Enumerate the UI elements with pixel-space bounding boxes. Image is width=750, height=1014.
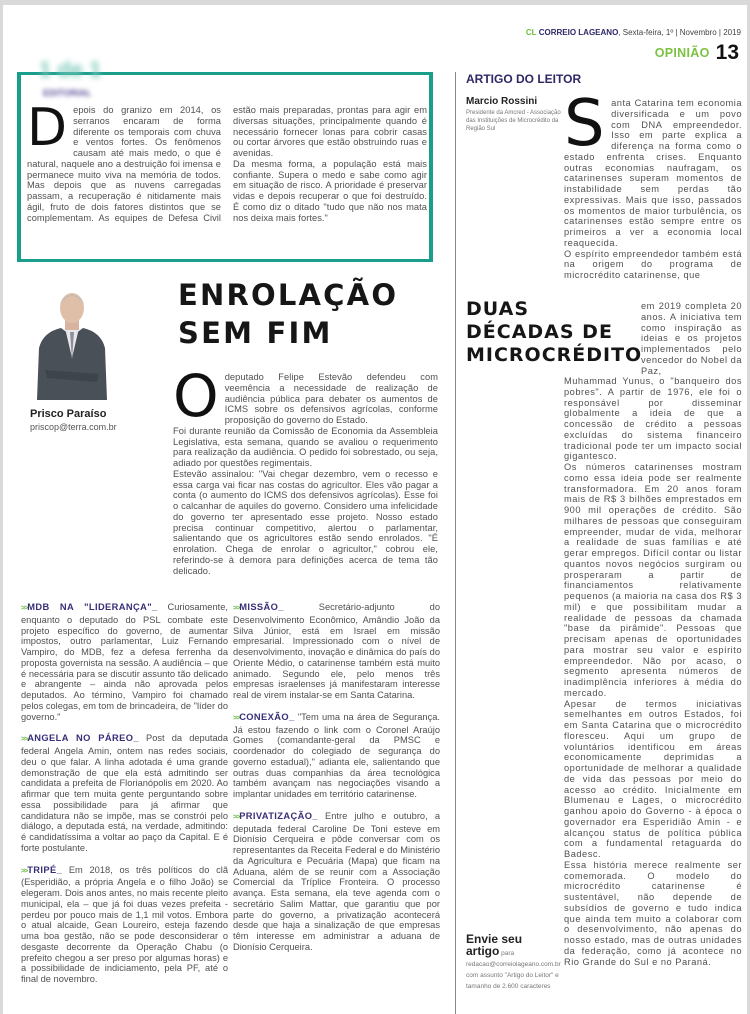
paragraph: Estevão assinalou: "Vai chegar dezembro, vem o recesso e essa carga vai ficar nas costas do agricultor. Eles vão pagar a conta (o aumento do ICMS dos defensivos agrícolas). Esse foi o calcanhar de aquiles do governo. Considero uma infelicidade do governo ter apresentado esse projeto. Nosso estado precisa continuar competitivo, alertou o parlamentar, salientando que os agricultores estão sendo enrolados. "É enrolation. Chega de enrolar o agricultor," cobrou ele, referindo-se à demora para definições acerca de tema tão delicado. xyxy=(173,468,438,576)
note-label: TRIPÉ_ xyxy=(27,864,63,875)
column-headline xyxy=(178,276,398,352)
submit-instructions: para redacao@correiolageano.com.br com assunto "Artigo do Leitor" e tamanho de 2.600 caracteres xyxy=(466,950,561,990)
paragraph: Essa história merece realmente ser comemorada. O modelo do microcrédito catarinense é sustentável, não depende de subsídios de governo e tudo indica que ainda tem muito a colaborar com o desenvolvimento, não apenas do nosso estado, mas de outras unidades da federação, como já acontece no Rio Grande do Sul e no Paraná. xyxy=(564,859,742,967)
paragraph: Muhammad Yunus, o "banqueiro dos pobres". A partir de 1976, ele foi o responsável por disseminar globalmente a ideia de que a concessão de crédito a pessoas excluídas do sistema financeiro tradicional pode ter um impacto social gigantesco. xyxy=(564,376,742,462)
paragraph: Apesar de termos iniciativas semelhantes em outros Estados, foi em Santa Catarina que o microcrédito floresceu. Aqui um grupo de voluntários identificou em áreas economicamente deprimidas a oportunidade de melhorar a qualidade de vida das pessoas por meio do acesso ao crédito. Inicialmente em Blumenau e Lages, o microcrédito ganhou apoio do Governo - à época o governador era Esperidião Amin - e alcançou status de política pública com a fundamental retaguarda do Badesc. xyxy=(564,698,742,859)
editorial-text xyxy=(27,98,427,255)
submit-title: artigo xyxy=(466,944,500,958)
reader-article-part-a xyxy=(564,87,742,281)
logo-mark: CL xyxy=(525,28,537,37)
note-text: "Tem uma na área de Segurança. Já estou fazendo o link com o Coronel Araújo Gomes (comandante-geral da PMSC e coordenador do colegiado de segurança do governo estadual)," adianta ele, salientando que outras duas companhias da área tecnológica também avançam nas negociações visando a implantar unidades em território catarinense. xyxy=(233,711,440,799)
note-text: Secretário-adjunto do Desenvolvimento Econômico, Amândio João da Silva Júnior, está em Israel em missão empresarial. Impressionado com o nível de desenvolvimento, inovação e dinâmica do país do Oriente Médio, o catarinense também está muito animado. Segundo ele, pelo menos três empresas israelenses já manifestaram interesse real de virem instalar-se em Santa Catarina. xyxy=(233,602,440,700)
note-text: Em 2018, os três políticos do clã (Esperidião, a própria Angela e o filho João) se elegeram. Dois anos antes, no mais recente pleito municipal, ela – que já foi duas vezes prefeita - perdeu por pouco mais de 1,1 mil votos. Embora o atual alcaide, Gean Loureiro, esteja fazendo uma boa gestão, não se pode desconsiderar o desgaste decorrente da Operação Chabu (o prefeito chegou a ser preso por algumas horas) e a possibilidade de indiciamento, pela PF, até o final de novembro. xyxy=(21,864,228,984)
editorial-logo: 1 de 1 xyxy=(39,57,102,82)
headline-line: SEM FIM xyxy=(178,316,333,350)
reader-author-name: Marcio Rossini xyxy=(466,96,538,107)
note-text: Post da deputada federal Angela Amin, ontem nas redes sociais, deu o que falar. A linha adotada é uma grande demonstração de que ela está admitindo ser candidata a prefeita de Florianópolis em 2020. Ao afirmar que tem muita gente perguntando sobre essa possibilidade para já afirmar que candidatura não se impõe, mas se constrói pelo diálogo, a deputada está, na verdade, admitindo: é candidatíssima a voltar ao paço da Capital. E é forte postulante. xyxy=(21,733,228,853)
page-number: 13 xyxy=(715,41,739,64)
dropcap: D xyxy=(27,98,68,158)
dropcap: S xyxy=(564,87,606,161)
reader-article-part-b: em 2019 completa 20 anos. A iniciativa tem como inspiração as ideias e os projetos implementados pelo vencedor do Nobel da Paz, xyxy=(641,301,742,376)
reader-article-section-label: ARTIGO DO LEITOR xyxy=(466,72,582,86)
notes-right-column xyxy=(233,602,440,964)
editorial-tag: EDITORIAL xyxy=(43,88,92,98)
column-article xyxy=(173,362,438,576)
section-header xyxy=(655,41,739,65)
chevron-icon: >> xyxy=(21,736,28,744)
notes-left-column xyxy=(21,602,228,996)
dropcap: O xyxy=(173,362,219,430)
columnist-email[interactable]: priscop@terra.com.br xyxy=(30,422,117,432)
page-header-line xyxy=(526,28,741,37)
note-label: ANGELA NO PÁREO_ xyxy=(27,733,139,744)
reader-author-role: Presidente da Amcred - Associação das Instituições de Microcrédito da Região Sul xyxy=(466,110,561,132)
note-item xyxy=(21,733,228,853)
note-label: CONEXÃO_ xyxy=(239,711,295,722)
paragraph: Da mesma forma, a população está mais confiante. Supera o medo e sabe como agir em situação de risco. A prioridade é preservar vidas e depois recuperar o que foi destruído. É como diz o ditado "tudo que não nos mata nos deixa mais fortes." xyxy=(233,158,427,223)
note-item xyxy=(233,602,440,701)
reader-article-part-c xyxy=(564,376,742,1011)
author-photo xyxy=(31,288,113,400)
newspaper-page xyxy=(3,5,747,1014)
headline-line: DÉCADAS DE xyxy=(466,321,613,343)
note-label: PRIVATIZAÇÃO_ xyxy=(239,810,318,821)
reader-article-headline xyxy=(466,298,642,367)
note-item xyxy=(233,712,440,800)
note-item xyxy=(21,602,228,722)
columnist-name: Prisco Paraíso xyxy=(30,408,107,420)
note-item xyxy=(233,811,440,953)
paragraph: anta Catarina tem economia diversificada e um povo com DNA empreendedor. Isso em parte explica a diferença na forma como o estado enfrenta crises. Enquanto outras economias naufragam, os catarinenses superam momentos de instabilidade sem perdas tão expressivas. Mais que isso, passados os momentos de maior turbulência, os catarinenses estão sempre entre os primeiros a ver a economia local reaquecida. xyxy=(564,98,742,248)
submit-title: Envie seu xyxy=(466,932,523,946)
headline-line: MICROCRÉDITO xyxy=(466,344,643,366)
chevron-icon: >> xyxy=(233,813,240,821)
issue-date: , Sexta-feira, 1º | Novembro | 2019 xyxy=(618,28,741,37)
paragraph: deputado Felipe Estevão defendeu com veemência a necessidade de realização de audiência pública para debater os aumentos de ICMS sobre os defensivos agrícolas, conforme proposição do governo do Estado. xyxy=(224,372,438,425)
chevron-icon: >> xyxy=(233,714,240,722)
paragraph: Os números catarinenses mostram como essa ideia pode ser realmente transformadora. Em 20 anos foram mais de R$ 3 bilhões emprestados em 900 mil operações de crédito. São milhares de pessoas que conseguiram empreender, mudar de vida, melhorar a realidade de suas famílias e até gerar empregos. Difícil contar ou listar quantos novos negócios surgiram ou prosperaram a partir de financiamentos relativamente pequenos (a maioria na casa dos R$ 3 mil) e que possibilitam mudar a realidade de pessoas da chamada "base da pirâmide". Pessoas que precisam apenas de oportunidades para mostrar seu valor e espírito empreendedor. Não por acaso, o segmento apresenta números de inadimplência inferiores à média do mercado. xyxy=(564,462,742,698)
paragraph: epois do granizo em 2014, os serranos encaram de forma diferente os temporais com chuva e ventos fortes. Os fenômenos causam até mais medo, o que é natural, naquele ano a destruição foi imensa e permanece muito viva na memória de todos. Mas depois que as nuvens carregadas passam, a recuperação é nitidamente mais ágil, fruto de dois fatores distintos que se complementam. As equipes de Defesa Civil estão mais preparadas, prontas para agir em diversas situações, principalmente quando é necessário fornecer lonas para cobrir casas ou cortar árvores que estão obstruindo ruas e avenidas. xyxy=(27,105,427,223)
chevron-icon: >> xyxy=(233,605,240,612)
submit-article-box xyxy=(466,933,564,992)
paragraph: O espírito empreendedor também está na origem do programa de microcrédito catarinense, que xyxy=(564,248,742,280)
chevron-icon: >> xyxy=(21,605,28,612)
paragraph: Foi durante reunião da Comissão de Economia da Assembleia Legislativa, esta semana, quando se avaliou o requerimento para realização da audiência. O pedido foi sobrestado, ou seja, adiado por questões regimentais. xyxy=(173,425,438,468)
headline-line: ENROLAÇÃO xyxy=(178,278,399,312)
note-label: MDB NA "LIDERANÇA"_ xyxy=(27,602,158,612)
column-divider xyxy=(455,72,456,1014)
brand-name: CORREIO LAGEANO xyxy=(538,28,619,37)
headline-line: DUAS xyxy=(466,298,530,320)
note-text: Entre julho e outubro, a deputada federal Caroline De Toni esteve em Dionísio Cerqueira e pôde conversar com os representantes da Receita Federal e do Ministério da Agricultura e Pecuária (Mapa) que ficam na Aduana, além de se reunir com a Associação Comercial da Tríplice Fronteira. O processo avança. Esta semana, ela teve agenda com o secretário Salim Mattar, que garantiu que por parte do governo, a privatização acontecerá desde que haja a sinalização de que empresas têm interesse em administrar a aduana de Dionísio Cerqueira. xyxy=(233,810,440,952)
chevron-icon: >> xyxy=(21,867,28,875)
note-label: MISSÃO_ xyxy=(239,602,284,612)
note-item xyxy=(21,865,228,985)
section-name: OPINIÃO xyxy=(654,46,710,60)
note-text: Curiosamente, enquanto o deputado do PSL combate este projeto específico do governo, de aumentar impostos, outro parlamentar, Luiz Fernando Vampiro, do MDB, fez a defesa ferrenha da proposta governista na sessão. A audiência – que é necessária para se discutir assunto tão delicado e abrangente – ainda não aprovada pelos deputados. Ao término, Vampiro foi chamado pelos colegas, em tom de brincadeira, de "líder do governo." xyxy=(21,602,228,722)
